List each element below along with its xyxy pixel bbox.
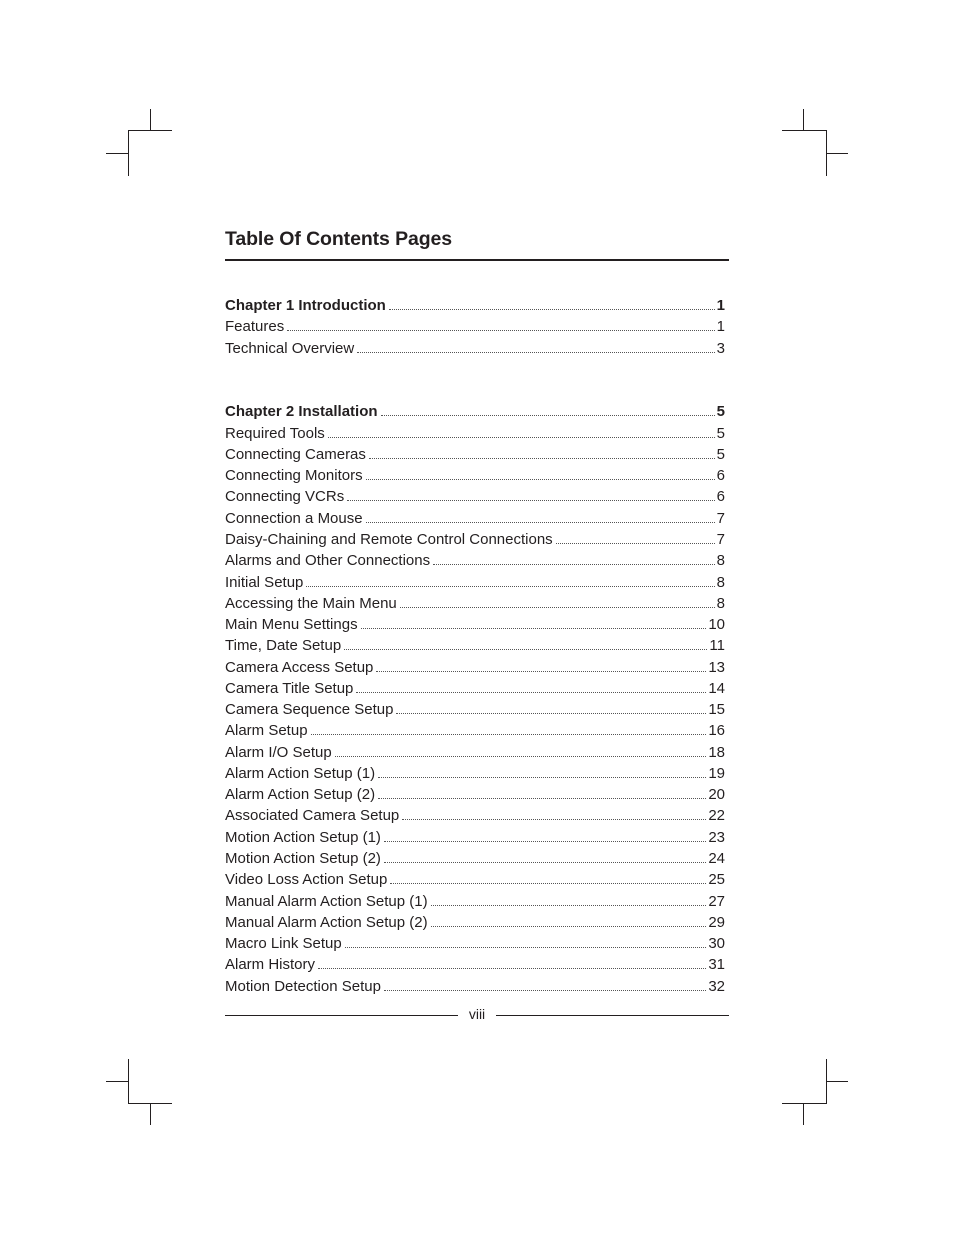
dot-leader <box>311 734 707 735</box>
toc-entry[interactable] <box>225 656 725 676</box>
toc-chapter[interactable] <box>225 294 725 314</box>
toc-entry-label: Technical Overview <box>225 340 355 357</box>
toc-entry-label: Chapter 2 Installation <box>225 403 378 420</box>
toc-entry-label: Alarm Action Setup (1) <box>225 765 376 782</box>
toc-entry[interactable] <box>225 698 725 718</box>
toc-entry-page: 32 <box>708 978 725 995</box>
toc-entry-label: Manual Alarm Action Setup (1) <box>225 893 428 910</box>
toc-entry-page: 27 <box>708 893 725 910</box>
title-underline <box>225 259 729 261</box>
toc-entry[interactable] <box>225 762 725 782</box>
toc-entry-page: 25 <box>708 871 725 888</box>
toc-entry-label: Connecting VCRs <box>225 488 345 505</box>
toc-entry-page: 10 <box>708 616 725 633</box>
dot-leader <box>369 458 715 459</box>
dot-leader <box>306 586 714 587</box>
toc-entry-page: 5 <box>716 425 725 442</box>
toc-entry[interactable] <box>225 826 725 846</box>
toc-entry-label: Camera Title Setup <box>225 680 354 697</box>
toc-entry[interactable] <box>225 847 725 867</box>
footer-rule-left <box>225 1015 458 1016</box>
toc-entry-page: 15 <box>708 701 725 718</box>
toc-chapter[interactable] <box>225 400 725 420</box>
dot-leader <box>376 671 706 672</box>
dot-leader <box>345 947 707 948</box>
dot-leader <box>366 479 715 480</box>
dot-leader <box>389 309 715 310</box>
toc-entry[interactable] <box>225 719 725 739</box>
toc-entry-label: Motion Action Setup (2) <box>225 850 381 867</box>
dot-leader <box>384 841 706 842</box>
toc-entry-label: Camera Access Setup <box>225 659 374 676</box>
toc-entry-page: 22 <box>708 807 725 824</box>
dot-leader <box>361 628 707 629</box>
toc-entry[interactable] <box>225 528 725 548</box>
toc-entry-page: 3 <box>716 340 725 357</box>
toc-entry-page: 5 <box>716 446 725 463</box>
dot-leader <box>431 905 707 906</box>
toc-entry[interactable] <box>225 464 725 484</box>
dot-leader <box>396 713 706 714</box>
toc-entry-label: Alarm Action Setup (2) <box>225 786 376 803</box>
dot-leader <box>433 564 715 565</box>
toc-entry-page: 1 <box>716 318 725 335</box>
toc-entry[interactable] <box>225 592 725 612</box>
toc-entry[interactable] <box>225 613 725 633</box>
page-title: Table Of Contents Pages <box>225 228 453 250</box>
toc-entry[interactable] <box>225 571 725 591</box>
toc-entry-page: 5 <box>716 403 725 420</box>
toc-entry-label: Alarms and Other Connections <box>225 552 431 569</box>
toc-entry-page: 7 <box>716 510 725 527</box>
toc-entry[interactable] <box>225 890 725 910</box>
toc-entry-page: 6 <box>716 467 725 484</box>
dot-leader <box>400 607 715 608</box>
toc-entry[interactable] <box>225 549 725 569</box>
toc-entry-page: 19 <box>708 765 725 782</box>
toc-entry-label: Alarm History <box>225 956 316 973</box>
toc-entry-label: Motion Detection Setup <box>225 978 381 995</box>
dot-leader <box>384 990 706 991</box>
toc-entry-label: Associated Camera Setup <box>225 807 400 824</box>
toc-entry-page: 11 <box>709 637 725 654</box>
dot-leader <box>366 522 715 523</box>
toc-entry-page: 13 <box>708 659 725 676</box>
dot-leader <box>287 330 714 331</box>
dot-leader <box>344 649 707 650</box>
footer-rule-right <box>496 1015 729 1016</box>
dot-leader <box>357 352 714 353</box>
toc-entry-page: 16 <box>708 722 725 739</box>
toc-entry-page: 8 <box>716 574 725 591</box>
toc-entry-label: Motion Action Setup (1) <box>225 829 381 846</box>
toc-entry-label: Alarm I/O Setup <box>225 744 332 761</box>
toc-entry[interactable] <box>225 911 725 931</box>
dot-leader <box>378 777 706 778</box>
toc-entry[interactable] <box>225 783 725 803</box>
toc-entry[interactable] <box>225 315 725 335</box>
toc-entry[interactable] <box>225 337 725 357</box>
toc-entry[interactable] <box>225 868 725 888</box>
toc-entry-label: Camera Sequence Setup <box>225 701 394 718</box>
toc-entry[interactable] <box>225 953 725 973</box>
page-number: viii <box>468 1006 486 1022</box>
dot-leader <box>335 756 707 757</box>
toc-entry-page: 1 <box>716 297 725 314</box>
toc-entry-label: Manual Alarm Action Setup (2) <box>225 914 428 931</box>
toc-entry-page: 6 <box>716 488 725 505</box>
dot-leader <box>384 862 706 863</box>
dot-leader <box>556 543 715 544</box>
toc-entry-page: 31 <box>708 956 725 973</box>
toc-entry[interactable] <box>225 804 725 824</box>
toc-entry-page: 30 <box>708 935 725 952</box>
toc-entry-label: Video Loss Action Setup <box>225 871 388 888</box>
toc-entry-page: 7 <box>716 531 725 548</box>
dot-leader <box>318 968 706 969</box>
toc-entry-label: Alarm Setup <box>225 722 308 739</box>
toc-entry-label: Main Menu Settings <box>225 616 358 633</box>
toc-entry-label: Connecting Monitors <box>225 467 363 484</box>
toc-entry[interactable] <box>225 507 725 527</box>
toc-entry[interactable] <box>225 485 725 505</box>
toc-entry[interactable] <box>225 634 725 654</box>
toc-entry[interactable] <box>225 443 725 463</box>
toc-entry-page: 24 <box>708 850 725 867</box>
toc-entry-page: 8 <box>716 595 725 612</box>
toc-entry-page: 20 <box>708 786 725 803</box>
toc-entry-page: 18 <box>708 744 725 761</box>
toc-entry[interactable] <box>225 975 725 995</box>
dot-leader <box>347 500 714 501</box>
dot-leader <box>402 819 706 820</box>
toc-entry-page: 29 <box>708 914 725 931</box>
dot-leader <box>431 926 707 927</box>
toc-entry-label: Required Tools <box>225 425 325 442</box>
toc-entry-label: Initial Setup <box>225 574 304 591</box>
toc-entry[interactable] <box>225 677 725 697</box>
dot-leader <box>390 883 706 884</box>
toc-entry[interactable] <box>225 932 725 952</box>
toc-entry-label: Daisy-Chaining and Remote Control Connections <box>225 531 553 548</box>
dot-leader <box>381 415 715 416</box>
toc-entry-page: 14 <box>708 680 725 697</box>
toc-entry-label: Macro Link Setup <box>225 935 342 952</box>
toc-entry-label: Chapter 1 Introduction <box>225 297 386 314</box>
toc-entry-label: Features <box>225 318 285 335</box>
toc-entry-label: Connection a Mouse <box>225 510 363 527</box>
toc-entry[interactable] <box>225 741 725 761</box>
toc-entry-label: Accessing the Main Menu <box>225 595 397 612</box>
toc-entry-page: 8 <box>716 552 725 569</box>
toc-entry-page: 23 <box>708 829 725 846</box>
dot-leader <box>356 692 706 693</box>
toc-entry-label: Time, Date Setup <box>225 637 342 654</box>
toc-entry-label: Connecting Cameras <box>225 446 366 463</box>
toc-entry[interactable] <box>225 422 725 442</box>
dot-leader <box>378 798 706 799</box>
dot-leader <box>328 437 715 438</box>
